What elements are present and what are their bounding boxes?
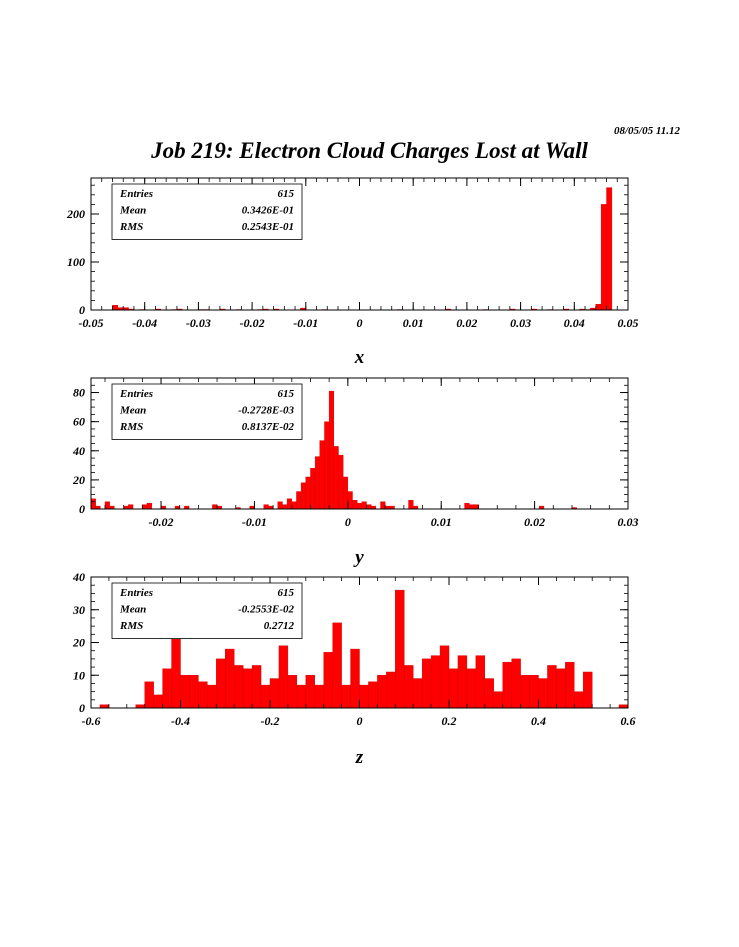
histogram-bar — [338, 455, 343, 509]
y-tick-label: 0 — [79, 701, 85, 715]
histogram-bar — [278, 502, 283, 509]
histogram-bar — [367, 505, 372, 509]
x-tick-label: 0.04 — [563, 316, 585, 330]
histogram-bar — [368, 682, 377, 708]
histogram-bar — [315, 457, 320, 509]
y-tick-label: 20 — [73, 635, 85, 650]
histogram-bar — [530, 675, 539, 708]
histogram-bar — [343, 477, 348, 509]
histogram-bar — [539, 679, 548, 708]
histogram-y — [72, 378, 639, 568]
histogram-bar — [234, 665, 243, 708]
x-tick-label: -0.05 — [78, 316, 104, 330]
y-tick-label: 40 — [73, 443, 85, 458]
histogram-bar — [547, 665, 556, 708]
stats-value: 0.8137E-02 — [241, 421, 294, 433]
histogram-bar — [154, 695, 163, 708]
histogram-bar — [212, 505, 217, 509]
histogram-bar — [431, 656, 440, 708]
histogram-bar — [324, 422, 329, 509]
histogram-bar — [521, 675, 530, 708]
histogram-bar — [503, 662, 512, 708]
histogram-bar — [306, 477, 311, 509]
x-axis-title: y — [355, 547, 364, 568]
x-tick-label: 0.2 — [441, 714, 457, 728]
x-tick-label: -0.2 — [260, 714, 280, 728]
histogram-bar — [596, 304, 601, 310]
histogram-bar — [147, 503, 152, 509]
y-tick-label: 0 — [79, 303, 85, 317]
stats-value: -0.2728E-03 — [238, 404, 294, 417]
histogram-bar — [287, 499, 292, 509]
histogram-bar — [565, 662, 574, 708]
x-axis-title: x — [354, 347, 365, 368]
histogram-bar — [474, 505, 479, 509]
x-tick-label: 0.03 — [617, 515, 639, 529]
histogram-bar — [583, 672, 592, 708]
y-tick-label: 40 — [73, 570, 85, 584]
stats-label: Entries — [120, 587, 154, 599]
histogram-bar — [329, 391, 334, 509]
histogram-bar — [112, 305, 117, 310]
x-tick-label: -0.03 — [185, 316, 211, 330]
histogram-bar — [225, 649, 234, 708]
histogram-bar — [607, 188, 612, 310]
stats-label: Entries — [120, 388, 154, 400]
histogram-bar — [409, 500, 414, 509]
x-tick-label: 0.02 — [456, 316, 478, 330]
histogram-bar — [395, 590, 404, 708]
x-tick-label: -0.4 — [171, 714, 190, 728]
histogram-bar — [324, 652, 333, 708]
histogram-bar — [310, 468, 315, 509]
y-tick-label: 0 — [79, 502, 85, 516]
histogram-bar — [297, 685, 306, 708]
histogram-bar — [574, 692, 583, 708]
x-tick-label: 0.6 — [620, 714, 636, 728]
stats-label: RMS — [120, 620, 144, 632]
histogram-bar — [362, 502, 367, 509]
stats-value: 615 — [277, 188, 294, 200]
stats-value: 615 — [277, 587, 294, 599]
y-tick-label: 80 — [73, 385, 85, 400]
histogram-bar — [404, 665, 413, 708]
histogram-bar — [105, 502, 110, 509]
histogram-bar — [449, 669, 458, 708]
histogram-bar — [296, 492, 301, 509]
histogram-bar — [315, 685, 324, 708]
histogram-bar — [342, 685, 351, 708]
page-title: Job 219: Electron Cloud Charges Lost at Wall — [151, 138, 588, 163]
histogram-bar — [270, 679, 279, 708]
y-tick-label: 20 — [73, 472, 85, 487]
x-tick-label: 0.02 — [524, 515, 546, 529]
x-tick-label: -0.01 — [241, 515, 267, 529]
x-tick-label: -0.01 — [293, 316, 319, 330]
x-tick-label: -0.02 — [148, 515, 174, 529]
stats-value: 0.2543E-01 — [241, 221, 294, 233]
histogram-bar — [512, 659, 521, 708]
histogram-bar — [292, 502, 297, 509]
y-tick-label: 10 — [73, 668, 85, 683]
histogram-bar — [264, 505, 269, 509]
histogram-bar — [377, 675, 386, 708]
histogram-bar — [181, 675, 190, 708]
x-tick-label: 0.05 — [617, 316, 639, 330]
histogram-bar — [357, 503, 362, 509]
x-axis-title: z — [355, 747, 364, 768]
x-tick-label: -0.6 — [81, 714, 101, 728]
histogram-bar — [465, 503, 470, 509]
histogram-bar — [145, 682, 154, 708]
histogram-bar — [422, 659, 431, 708]
x-tick-label: -0.04 — [132, 316, 158, 330]
stats-value: 0.2712 — [263, 620, 294, 632]
stats-value: 615 — [277, 388, 294, 400]
stats-value: 0.3426E-01 — [241, 204, 294, 217]
y-tick-label: 200 — [67, 207, 85, 221]
histogram-bar — [216, 659, 225, 708]
histogram-bar — [601, 204, 606, 310]
histogram-bar — [301, 483, 306, 509]
x-tick-label: 0 — [344, 515, 351, 529]
x-tick-label: 0.01 — [402, 316, 424, 330]
y-tick-label: 60 — [73, 414, 85, 429]
histogram-bar — [556, 669, 565, 708]
x-tick-label: 0.01 — [430, 515, 452, 529]
histogram-z — [72, 570, 636, 768]
histogram-bar — [243, 669, 252, 708]
histogram-bar — [128, 505, 133, 509]
histogram-bar — [333, 623, 342, 708]
histogram-bar — [306, 675, 315, 708]
histogram-bar — [458, 656, 467, 708]
histogram-bar — [142, 505, 147, 509]
histogram-bar — [288, 675, 297, 708]
x-tick-label: 0.4 — [531, 714, 546, 728]
histogram-bar — [413, 679, 422, 708]
histogram-bar — [279, 646, 288, 708]
stats-label: RMS — [120, 421, 144, 433]
histogram-bar — [351, 649, 360, 708]
histogram-bar — [172, 639, 181, 708]
stats-value: -0.2553E-02 — [238, 603, 294, 616]
histogram-bar — [476, 656, 485, 708]
x-tick-label: 0 — [356, 316, 363, 330]
histogram-bar — [163, 669, 172, 708]
y-tick-label: 30 — [73, 602, 85, 617]
x-tick-label: -0.02 — [239, 316, 265, 330]
histogram-bar — [261, 685, 270, 708]
stats-label: Mean — [120, 204, 147, 217]
histogram-bar — [381, 502, 386, 509]
histogram-bar — [386, 672, 395, 708]
histogram-bar — [352, 500, 357, 509]
histogram-bar — [252, 665, 261, 708]
histogram-bar — [189, 675, 198, 708]
histogram-bar — [348, 492, 353, 509]
histogram-bar — [485, 679, 494, 708]
histogram-bar — [467, 669, 476, 708]
stats-label: RMS — [120, 221, 144, 233]
y-tick-label: 100 — [67, 255, 85, 269]
datetime-stamp: 08/05/05 11.12 — [613, 125, 680, 137]
stats-label: Entries — [120, 188, 154, 200]
histogram-bar — [320, 441, 325, 509]
histogram-bar — [282, 505, 287, 509]
histogram-bar — [440, 646, 449, 708]
histogram-bar — [91, 499, 96, 509]
stats-label: Mean — [120, 404, 147, 417]
histogram-bar — [198, 682, 207, 708]
histogram-bar — [469, 505, 474, 509]
x-tick-label: 0.03 — [510, 316, 532, 330]
histogram-bar — [494, 692, 503, 708]
histogram-bar — [360, 685, 369, 708]
stats-label: Mean — [120, 603, 147, 616]
histogram-x — [66, 178, 639, 368]
histogram-bar — [334, 446, 339, 509]
x-tick-label: 0 — [356, 714, 363, 728]
histogram-bar — [207, 685, 216, 708]
